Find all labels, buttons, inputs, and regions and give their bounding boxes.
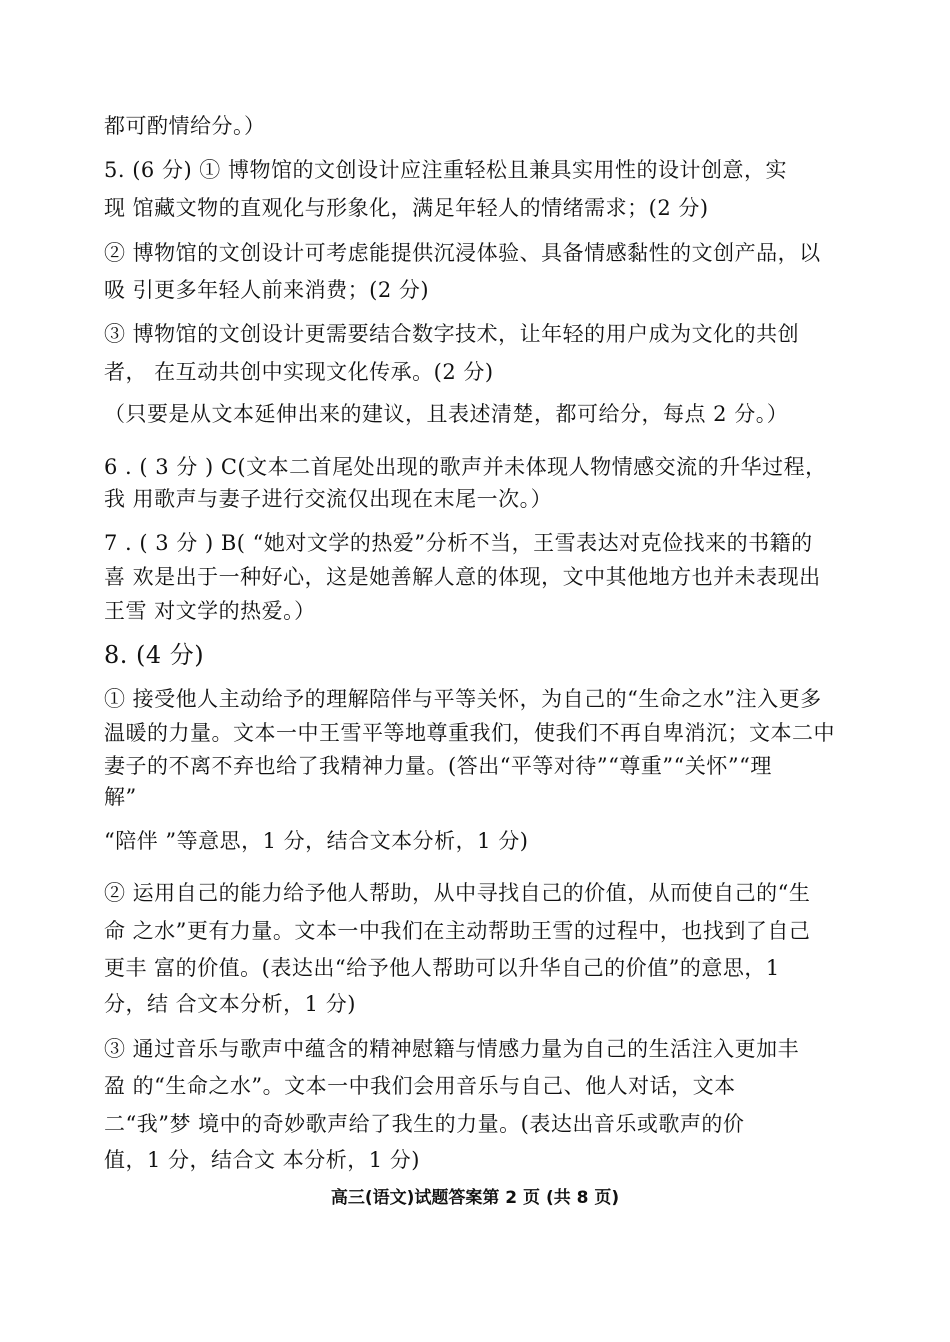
q5-line-1: 5. (6 分) ① 博物馆的文创设计应注重轻松且兼具实用性的设计创意，实 [104, 158, 787, 182]
q5-line-2: 现 馆藏文物的直观化与形象化，满足年轻人的情绪需求；(2 分) [104, 196, 709, 220]
q6-line-2: 我 用歌声与妻子进行交流仅出现在末尾一次。） [104, 487, 553, 511]
page-footer: 高三(语文)试题答案第 2 页 (共 8 页) [330, 1188, 620, 1208]
q8-point2-line-2: 命 之水”更有力量。文本一中我们在主动帮助王雪的过程中，也找到了自己 [104, 919, 811, 943]
q5-line-3: ② 博物馆的文创设计可考虑能提供沉浸体验、具备情感黏性的文创产品，以 [104, 241, 821, 265]
q8-point3-line-3: 二“我”梦 境中的奇妙歌声给了我生的力量。(表达出音乐或歌声的价 [104, 1112, 745, 1136]
q7-line-3: 王雪 对文学的热爱。） [104, 599, 316, 623]
q5-line-5: ③ 博物馆的文创设计更需要结合数字技术，让年轻的用户成为文化的共创 [104, 322, 800, 346]
q7-line-1: 7 . ( 3 分 ) B( “她对文学的热爱”分析不当，王雪表达对克俭找来的书籍的 [104, 531, 813, 555]
text-line-continuation: 都可酌情给分。） [104, 114, 266, 138]
q8-point2-line-1: ② 运用自己的能力给予他人帮助，从中寻找自己的价值，从而使自己的“生 [104, 881, 811, 905]
q6-line-1: 6 . ( 3 分 ) C(文本二首尾处出现的歌声并未体现人物情感交流的升华过程， [104, 455, 827, 479]
q5-scoring-note: （只要是从文本延伸出来的建议，且表述清楚，都可给分，每点 2 分。） [104, 402, 789, 426]
q5-line-4: 吸 引更多年轻人前来消费；(2 分) [104, 278, 430, 302]
q8-heading: 8. (4 分) [104, 641, 205, 669]
q8-line-2: 温暖的力量。文本一中王雪平等地尊重我们，使我们不再自卑消沉；文本二中 [104, 721, 835, 745]
q8-point2-line-3: 更丰 富的价值。(表达出“给予他人帮助可以升华自己的价值”的意思，1 [104, 956, 780, 980]
q8-point3-line-2: 盈 的“生命之水”。文本一中我们会用音乐与自己、他人对话，文本 [104, 1074, 736, 1098]
q7-line-2: 喜 欢是出于一种好心，这是她善解人意的体现，文中其他地方也并未表现出 [104, 565, 821, 589]
q8-line-3: 妻子的不离不弃也给了我精神力量。(答出“平等对待”“尊重”“关怀”“理 [104, 754, 772, 778]
q8-point2-line-4: 分，结 合文本分析，1 分) [104, 992, 356, 1016]
q8-point3-line-1: ③ 通过音乐与歌声中蕴含的精神慰籍与情感力量为自己的生活注入更加丰 [104, 1037, 800, 1061]
q8-line-1: ① 接受他人主动给予的理解陪伴与平等关怀，为自己的“生命之水”注入更多 [104, 687, 822, 711]
q8-line-4: 解” [104, 785, 137, 809]
q8-line-5: “陪伴 ”等意思，1 分，结合文本分析，1 分) [104, 829, 529, 853]
q8-point3-line-4: 值，1 分，结合文 本分析，1 分) [104, 1148, 420, 1172]
q5-line-6: 者， 在互动共创中实现文化传承。(2 分) [104, 360, 494, 384]
